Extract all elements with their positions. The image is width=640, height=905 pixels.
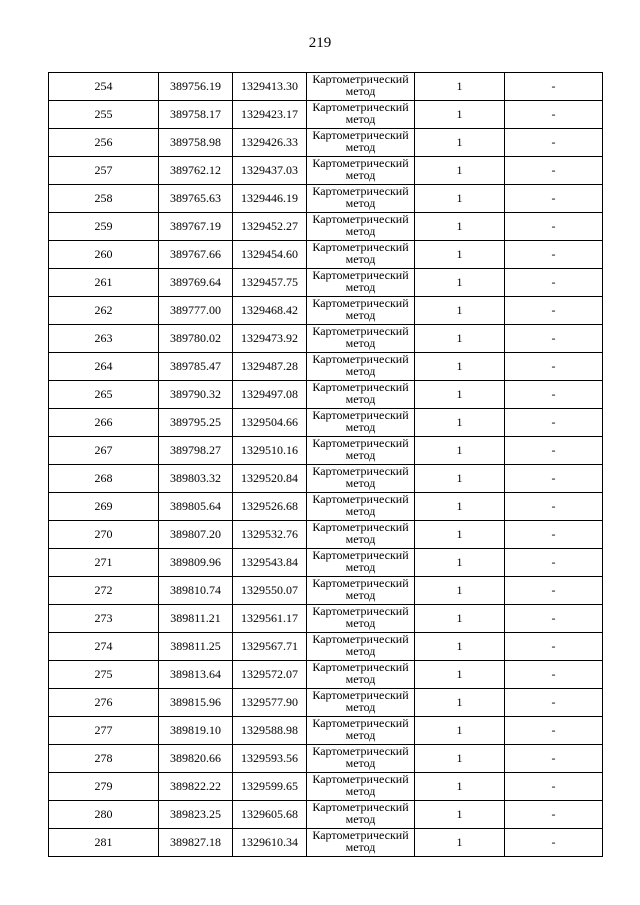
point-number-cell: 278 bbox=[49, 745, 159, 773]
y-coordinate-cell: 1329572.07 bbox=[233, 661, 307, 689]
accuracy-cell: 1 bbox=[415, 213, 505, 241]
x-coordinate-cell: 389822.22 bbox=[159, 773, 233, 801]
y-coordinate-cell: 1329567.71 bbox=[233, 633, 307, 661]
note-cell: - bbox=[505, 549, 603, 577]
y-coordinate-cell: 1329454.60 bbox=[233, 241, 307, 269]
x-coordinate-cell: 389820.66 bbox=[159, 745, 233, 773]
method-cell bbox=[307, 801, 415, 829]
method-line-2: метод bbox=[345, 839, 376, 854]
method-line-2: метод bbox=[345, 643, 376, 658]
method-cell bbox=[307, 773, 415, 801]
note-cell: - bbox=[505, 437, 603, 465]
x-coordinate-cell: 389769.64 bbox=[159, 269, 233, 297]
y-coordinate-cell: 1329610.34 bbox=[233, 829, 307, 857]
y-coordinate-cell: 1329550.07 bbox=[233, 577, 307, 605]
method-line-2: метод bbox=[345, 447, 376, 462]
x-coordinate-cell: 389813.64 bbox=[159, 661, 233, 689]
method-cell bbox=[307, 129, 415, 157]
method-line-1: Картометрический bbox=[312, 408, 409, 422]
method-line-2: метод bbox=[345, 83, 376, 98]
table-row bbox=[49, 465, 603, 493]
table-row bbox=[49, 661, 603, 689]
point-number-cell: 259 bbox=[49, 213, 159, 241]
method-line-1: Картометрический bbox=[312, 72, 409, 86]
point-number-cell: 265 bbox=[49, 381, 159, 409]
x-coordinate-cell: 389815.96 bbox=[159, 689, 233, 717]
x-coordinate-cell: 389758.17 bbox=[159, 101, 233, 129]
method-line-1: Картометрический bbox=[312, 268, 409, 282]
x-coordinate-cell: 389780.02 bbox=[159, 325, 233, 353]
method-line-1: Картометрический bbox=[312, 632, 409, 646]
y-coordinate-cell: 1329532.76 bbox=[233, 521, 307, 549]
note-cell: - bbox=[505, 661, 603, 689]
note-cell: - bbox=[505, 521, 603, 549]
accuracy-cell: 1 bbox=[415, 157, 505, 185]
table-row bbox=[49, 353, 603, 381]
method-line-2: метод bbox=[345, 419, 376, 434]
method-line-1: Картометрический bbox=[312, 520, 409, 534]
accuracy-cell: 1 bbox=[415, 745, 505, 773]
x-coordinate-cell: 389811.25 bbox=[159, 633, 233, 661]
table-row bbox=[49, 801, 603, 829]
table-row bbox=[49, 493, 603, 521]
x-coordinate-cell: 389758.98 bbox=[159, 129, 233, 157]
y-coordinate-cell: 1329446.19 bbox=[233, 185, 307, 213]
method-line-1: Картометрический bbox=[312, 688, 409, 702]
method-cell bbox=[307, 185, 415, 213]
method-cell bbox=[307, 465, 415, 493]
method-line-1: Картометрический bbox=[312, 184, 409, 198]
point-number-cell: 272 bbox=[49, 577, 159, 605]
method-cell bbox=[307, 717, 415, 745]
accuracy-cell: 1 bbox=[415, 633, 505, 661]
method-line-1: Картометрический bbox=[312, 800, 409, 814]
accuracy-cell: 1 bbox=[415, 465, 505, 493]
y-coordinate-cell: 1329588.98 bbox=[233, 717, 307, 745]
method-line-2: метод bbox=[345, 531, 376, 546]
y-coordinate-cell: 1329413.30 bbox=[233, 73, 307, 101]
method-line-2: метод bbox=[345, 559, 376, 574]
point-number-cell: 277 bbox=[49, 717, 159, 745]
x-coordinate-cell: 389798.27 bbox=[159, 437, 233, 465]
x-coordinate-cell: 389807.20 bbox=[159, 521, 233, 549]
point-number-cell: 274 bbox=[49, 633, 159, 661]
note-cell: - bbox=[505, 689, 603, 717]
table-row bbox=[49, 521, 603, 549]
method-line-1: Картометрический bbox=[312, 156, 409, 170]
table-row bbox=[49, 157, 603, 185]
point-number-cell: 281 bbox=[49, 829, 159, 857]
method-line-2: метод bbox=[345, 251, 376, 266]
note-cell: - bbox=[505, 801, 603, 829]
x-coordinate-cell: 389756.19 bbox=[159, 73, 233, 101]
note-cell: - bbox=[505, 325, 603, 353]
table-row bbox=[49, 745, 603, 773]
point-number-cell: 264 bbox=[49, 353, 159, 381]
note-cell: - bbox=[505, 717, 603, 745]
accuracy-cell: 1 bbox=[415, 577, 505, 605]
table-row bbox=[49, 269, 603, 297]
method-line-2: метод bbox=[345, 391, 376, 406]
method-line-1: Картометрический bbox=[312, 100, 409, 114]
method-line-1: Картометрический bbox=[312, 660, 409, 674]
method-line-2: метод bbox=[345, 195, 376, 210]
method-cell bbox=[307, 157, 415, 185]
point-number-cell: 262 bbox=[49, 297, 159, 325]
method-line-2: метод bbox=[345, 279, 376, 294]
method-cell bbox=[307, 213, 415, 241]
x-coordinate-cell: 389762.12 bbox=[159, 157, 233, 185]
accuracy-cell: 1 bbox=[415, 409, 505, 437]
y-coordinate-cell: 1329437.03 bbox=[233, 157, 307, 185]
accuracy-cell: 1 bbox=[415, 689, 505, 717]
x-coordinate-cell: 389790.32 bbox=[159, 381, 233, 409]
point-number-cell: 268 bbox=[49, 465, 159, 493]
method-line-2: метод bbox=[345, 699, 376, 714]
note-cell: - bbox=[505, 381, 603, 409]
method-line-2: метод bbox=[345, 139, 376, 154]
method-line-1: Картометрический bbox=[312, 576, 409, 590]
method-cell bbox=[307, 241, 415, 269]
y-coordinate-cell: 1329452.27 bbox=[233, 213, 307, 241]
note-cell: - bbox=[505, 213, 603, 241]
method-line-2: метод bbox=[345, 615, 376, 630]
method-line-2: метод bbox=[345, 167, 376, 182]
method-line-1: Картометрический bbox=[312, 296, 409, 310]
accuracy-cell: 1 bbox=[415, 129, 505, 157]
table-row bbox=[49, 633, 603, 661]
note-cell: - bbox=[505, 633, 603, 661]
method-line-2: метод bbox=[345, 111, 376, 126]
method-line-1: Картометрический bbox=[312, 436, 409, 450]
y-coordinate-cell: 1329457.75 bbox=[233, 269, 307, 297]
point-number-cell: 273 bbox=[49, 605, 159, 633]
note-cell: - bbox=[505, 773, 603, 801]
table-row bbox=[49, 829, 603, 857]
accuracy-cell: 1 bbox=[415, 717, 505, 745]
y-coordinate-cell: 1329599.65 bbox=[233, 773, 307, 801]
method-cell bbox=[307, 689, 415, 717]
method-line-2: метод bbox=[345, 811, 376, 826]
x-coordinate-cell: 389767.66 bbox=[159, 241, 233, 269]
page-number: 219 bbox=[308, 35, 332, 51]
method-line-2: метод bbox=[345, 335, 376, 350]
x-coordinate-cell: 389777.00 bbox=[159, 297, 233, 325]
y-coordinate-cell: 1329426.33 bbox=[233, 129, 307, 157]
method-cell bbox=[307, 829, 415, 857]
method-line-2: метод bbox=[345, 503, 376, 518]
point-number-cell: 258 bbox=[49, 185, 159, 213]
y-coordinate-cell: 1329605.68 bbox=[233, 801, 307, 829]
y-coordinate-cell: 1329468.42 bbox=[233, 297, 307, 325]
note-cell: - bbox=[505, 493, 603, 521]
point-number-cell: 267 bbox=[49, 437, 159, 465]
method-line-2: метод bbox=[345, 783, 376, 798]
note-cell: - bbox=[505, 101, 603, 129]
accuracy-cell: 1 bbox=[415, 381, 505, 409]
method-line-2: метод bbox=[345, 727, 376, 742]
method-line-1: Картометрический bbox=[312, 380, 409, 394]
method-line-1: Картометрический bbox=[312, 352, 409, 366]
table-row bbox=[49, 577, 603, 605]
table-row bbox=[49, 73, 603, 101]
x-coordinate-cell: 389785.47 bbox=[159, 353, 233, 381]
method-cell bbox=[307, 521, 415, 549]
point-number-cell: 256 bbox=[49, 129, 159, 157]
note-cell: - bbox=[505, 605, 603, 633]
note-cell: - bbox=[505, 241, 603, 269]
point-number-cell: 255 bbox=[49, 101, 159, 129]
y-coordinate-cell: 1329423.17 bbox=[233, 101, 307, 129]
method-cell bbox=[307, 381, 415, 409]
point-number-cell: 260 bbox=[49, 241, 159, 269]
x-coordinate-cell: 389827.18 bbox=[159, 829, 233, 857]
note-cell: - bbox=[505, 269, 603, 297]
accuracy-cell: 1 bbox=[415, 437, 505, 465]
accuracy-cell: 1 bbox=[415, 605, 505, 633]
y-coordinate-cell: 1329526.68 bbox=[233, 493, 307, 521]
accuracy-cell: 1 bbox=[415, 353, 505, 381]
accuracy-cell: 1 bbox=[415, 269, 505, 297]
y-coordinate-cell: 1329543.84 bbox=[233, 549, 307, 577]
coordinates-table-body bbox=[49, 73, 603, 857]
point-number-cell: 270 bbox=[49, 521, 159, 549]
accuracy-cell: 1 bbox=[415, 241, 505, 269]
point-number-cell: 266 bbox=[49, 409, 159, 437]
y-coordinate-cell: 1329593.56 bbox=[233, 745, 307, 773]
accuracy-cell: 1 bbox=[415, 73, 505, 101]
note-cell: - bbox=[505, 297, 603, 325]
y-coordinate-cell: 1329561.17 bbox=[233, 605, 307, 633]
method-cell bbox=[307, 577, 415, 605]
x-coordinate-cell: 389805.64 bbox=[159, 493, 233, 521]
note-cell: - bbox=[505, 157, 603, 185]
method-cell bbox=[307, 353, 415, 381]
x-coordinate-cell: 389767.19 bbox=[159, 213, 233, 241]
x-coordinate-cell: 389765.63 bbox=[159, 185, 233, 213]
point-number-cell: 271 bbox=[49, 549, 159, 577]
method-line-1: Картометрический bbox=[312, 492, 409, 506]
method-cell bbox=[307, 437, 415, 465]
method-cell bbox=[307, 661, 415, 689]
accuracy-cell: 1 bbox=[415, 325, 505, 353]
accuracy-cell: 1 bbox=[415, 521, 505, 549]
method-line-1: Картометрический bbox=[312, 744, 409, 758]
method-line-2: метод bbox=[345, 223, 376, 238]
note-cell: - bbox=[505, 353, 603, 381]
accuracy-cell: 1 bbox=[415, 773, 505, 801]
method-line-2: метод bbox=[345, 671, 376, 686]
note-cell: - bbox=[505, 577, 603, 605]
table-row bbox=[49, 185, 603, 213]
accuracy-cell: 1 bbox=[415, 493, 505, 521]
y-coordinate-cell: 1329487.28 bbox=[233, 353, 307, 381]
method-line-1: Картометрический bbox=[312, 716, 409, 730]
x-coordinate-cell: 389809.96 bbox=[159, 549, 233, 577]
point-number-cell: 257 bbox=[49, 157, 159, 185]
method-line-1: Картометрический bbox=[312, 464, 409, 478]
method-cell bbox=[307, 409, 415, 437]
method-line-2: метод bbox=[345, 755, 376, 770]
method-cell bbox=[307, 605, 415, 633]
accuracy-cell: 1 bbox=[415, 661, 505, 689]
method-cell bbox=[307, 297, 415, 325]
point-number-cell: 269 bbox=[49, 493, 159, 521]
accuracy-cell: 1 bbox=[415, 185, 505, 213]
point-number-cell: 276 bbox=[49, 689, 159, 717]
point-number-cell: 263 bbox=[49, 325, 159, 353]
method-cell bbox=[307, 549, 415, 577]
accuracy-cell: 1 bbox=[415, 829, 505, 857]
table-row bbox=[49, 717, 603, 745]
point-number-cell: 279 bbox=[49, 773, 159, 801]
coordinates-table bbox=[48, 72, 603, 857]
method-line-2: метод bbox=[345, 475, 376, 490]
note-cell: - bbox=[505, 745, 603, 773]
note-cell: - bbox=[505, 465, 603, 493]
table-row bbox=[49, 689, 603, 717]
method-line-2: метод bbox=[345, 307, 376, 322]
method-line-1: Картометрический bbox=[312, 548, 409, 562]
method-cell bbox=[307, 325, 415, 353]
y-coordinate-cell: 1329520.84 bbox=[233, 465, 307, 493]
table-row bbox=[49, 101, 603, 129]
point-number-cell: 275 bbox=[49, 661, 159, 689]
table-row bbox=[49, 213, 603, 241]
y-coordinate-cell: 1329497.08 bbox=[233, 381, 307, 409]
x-coordinate-cell: 389823.25 bbox=[159, 801, 233, 829]
method-line-1: Картометрический bbox=[312, 240, 409, 254]
method-line-1: Картометрический bbox=[312, 324, 409, 338]
method-cell bbox=[307, 101, 415, 129]
method-cell bbox=[307, 73, 415, 101]
method-cell bbox=[307, 633, 415, 661]
method-line-1: Картометрический bbox=[312, 772, 409, 786]
note-cell: - bbox=[505, 129, 603, 157]
table-row bbox=[49, 297, 603, 325]
y-coordinate-cell: 1329510.16 bbox=[233, 437, 307, 465]
table-row bbox=[49, 325, 603, 353]
point-number-cell: 254 bbox=[49, 73, 159, 101]
table-row bbox=[49, 381, 603, 409]
method-line-2: метод bbox=[345, 587, 376, 602]
x-coordinate-cell: 389811.21 bbox=[159, 605, 233, 633]
method-line-1: Картометрический bbox=[312, 128, 409, 142]
accuracy-cell: 1 bbox=[415, 101, 505, 129]
x-coordinate-cell: 389795.25 bbox=[159, 409, 233, 437]
method-cell bbox=[307, 745, 415, 773]
x-coordinate-cell: 389810.74 bbox=[159, 577, 233, 605]
table-row bbox=[49, 409, 603, 437]
note-cell: - bbox=[505, 73, 603, 101]
y-coordinate-cell: 1329577.90 bbox=[233, 689, 307, 717]
y-coordinate-cell: 1329504.66 bbox=[233, 409, 307, 437]
table-row bbox=[49, 773, 603, 801]
method-line-1: Картометрический bbox=[312, 828, 409, 842]
table-row bbox=[49, 437, 603, 465]
x-coordinate-cell: 389803.32 bbox=[159, 465, 233, 493]
method-cell bbox=[307, 269, 415, 297]
point-number-cell: 280 bbox=[49, 801, 159, 829]
note-cell: - bbox=[505, 829, 603, 857]
note-cell: - bbox=[505, 409, 603, 437]
method-line-2: метод bbox=[345, 363, 376, 378]
accuracy-cell: 1 bbox=[415, 549, 505, 577]
method-line-1: Картометрический bbox=[312, 212, 409, 226]
y-coordinate-cell: 1329473.92 bbox=[233, 325, 307, 353]
note-cell: - bbox=[505, 185, 603, 213]
table-row bbox=[49, 549, 603, 577]
method-line-1: Картометрический bbox=[312, 604, 409, 618]
table-row bbox=[49, 129, 603, 157]
point-number-cell: 261 bbox=[49, 269, 159, 297]
table-row bbox=[49, 605, 603, 633]
method-cell bbox=[307, 493, 415, 521]
accuracy-cell: 1 bbox=[415, 297, 505, 325]
table-row bbox=[49, 241, 603, 269]
accuracy-cell: 1 bbox=[415, 801, 505, 829]
x-coordinate-cell: 389819.10 bbox=[159, 717, 233, 745]
